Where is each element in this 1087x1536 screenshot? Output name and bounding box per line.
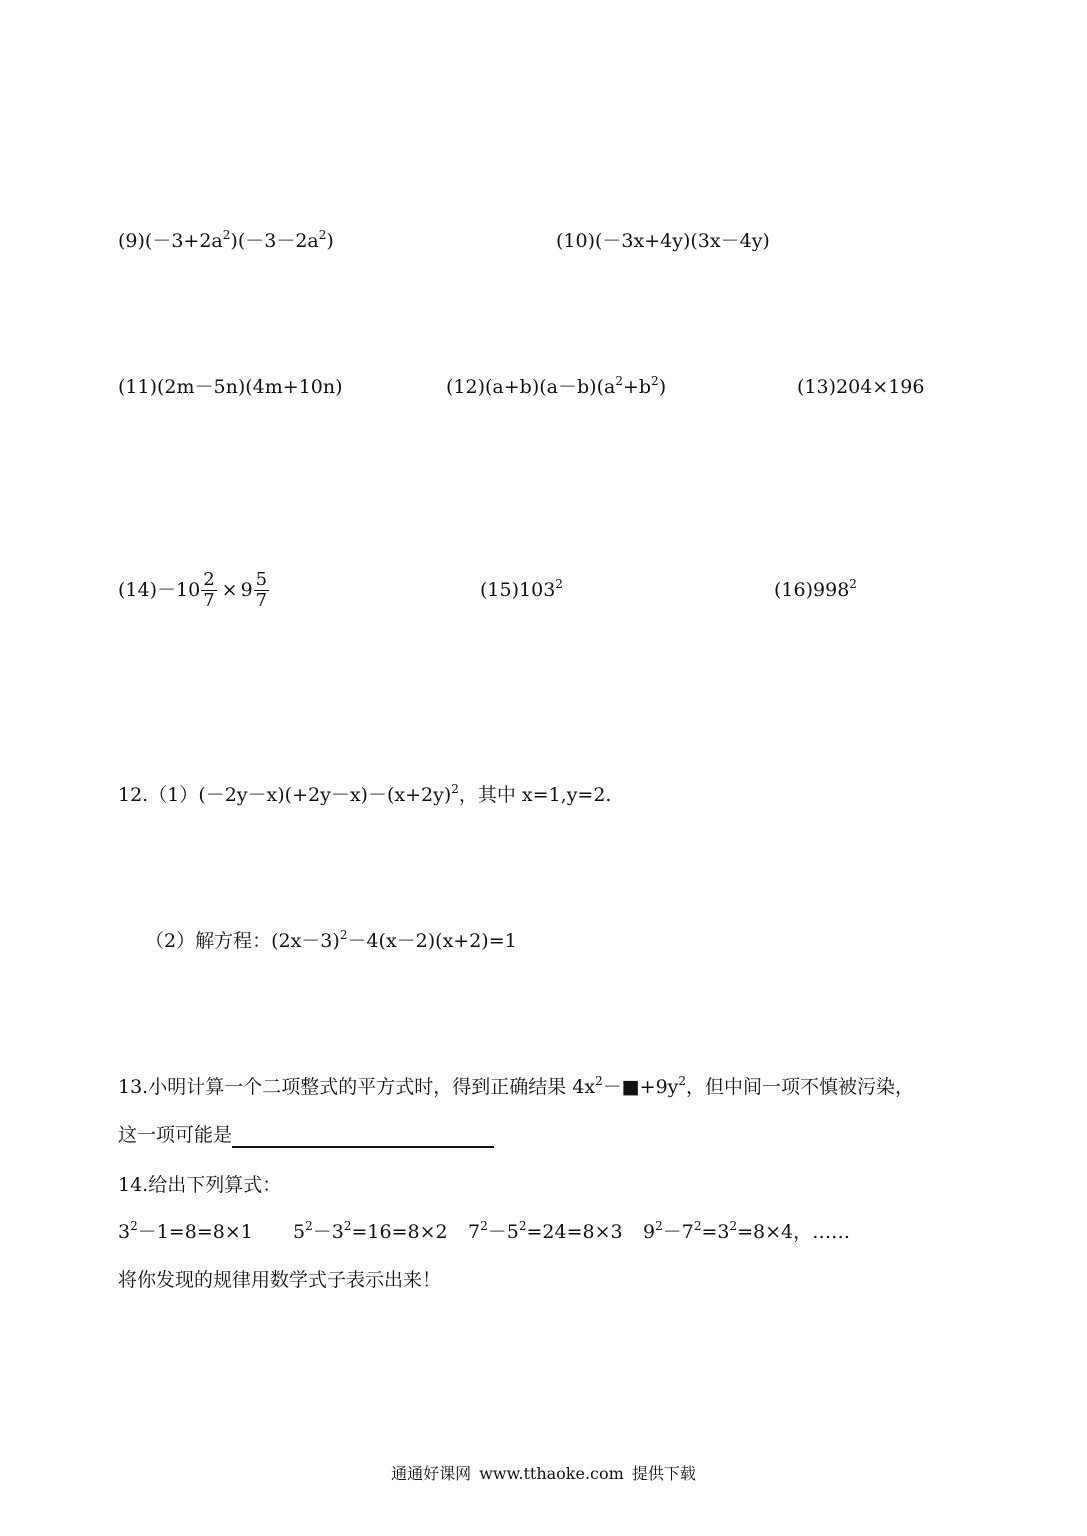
answer-blank[interactable] — [232, 1126, 494, 1148]
problem-14: (14)－10 $\frac{2}{7}$ × 9 $\frac{5}{7}$ — [118, 568, 268, 611]
footer-url: www.tthaoke.com — [479, 1464, 624, 1483]
problem-16: $(16)998^2$ — [774, 577, 857, 601]
equation-1: $3^2-1=8=8\times 1$ — [118, 1219, 253, 1243]
problem-13: (13)204×196 — [797, 376, 925, 398]
problem-label: (12) — [446, 376, 486, 398]
problem-label: (16) — [774, 579, 814, 601]
question-13-line-1: 13.小明计算一个二项整式的平方式时，得到正确结果 $4x^2-■+9y^2$，但中间一项不慎被污染， — [118, 1074, 915, 1098]
footer-site-name: 通通好课网 — [391, 1464, 472, 1483]
problem-11: (11)(2m－5n)(4m+10n) — [118, 376, 343, 398]
problem-10: (10)(－3x+4y)(3x－4y) — [556, 230, 770, 252]
problem-12: $(12)(a+b)(a-b)(a^2+b^2)$ — [446, 374, 667, 398]
problem-label: (15) — [480, 579, 520, 601]
problem-label: (10) — [556, 230, 596, 252]
equation-3: $7^2-5^2=24=8\times 3$ — [468, 1219, 623, 1243]
problem-label: (13) — [797, 376, 837, 398]
footer-suffix: 提供下载 — [631, 1464, 696, 1483]
fraction: $\frac{5}{7}$ — [255, 568, 268, 611]
problem-label: (14) — [118, 579, 158, 601]
page-footer — [0, 1463, 1087, 1485]
question-14-title: 14.给出下列算式： — [118, 1174, 282, 1196]
question-12-part-1: $12.(1)(-2y-x)(+2y-x)-(x+2y)^2$，其中 x=1,y=2. — [118, 782, 612, 806]
question-14-instruction: 将你发现的规律用数学式子表示出来！ — [118, 1269, 442, 1291]
problem-label: (9) — [118, 230, 145, 252]
problem-9: $(9)(-3+2a^2)(-3-2a^2)$ — [118, 228, 334, 252]
problem-15: $(15)103^2$ — [480, 577, 563, 601]
equation-2: $5^2-3^2=16=8\times 2$ — [293, 1219, 448, 1243]
problem-label: (11) — [118, 376, 158, 398]
question-13-line-2: 这一项可能是 — [118, 1122, 494, 1148]
equation-4: $9^2-7^2=3^2=8\times 4$，…… — [643, 1219, 851, 1243]
fraction: $\frac{2}{7}$ — [203, 568, 215, 611]
question-12-part-2: （2）解方程：$(2x-3)^2-4(x-2)(x+2)=1$ — [145, 928, 517, 952]
